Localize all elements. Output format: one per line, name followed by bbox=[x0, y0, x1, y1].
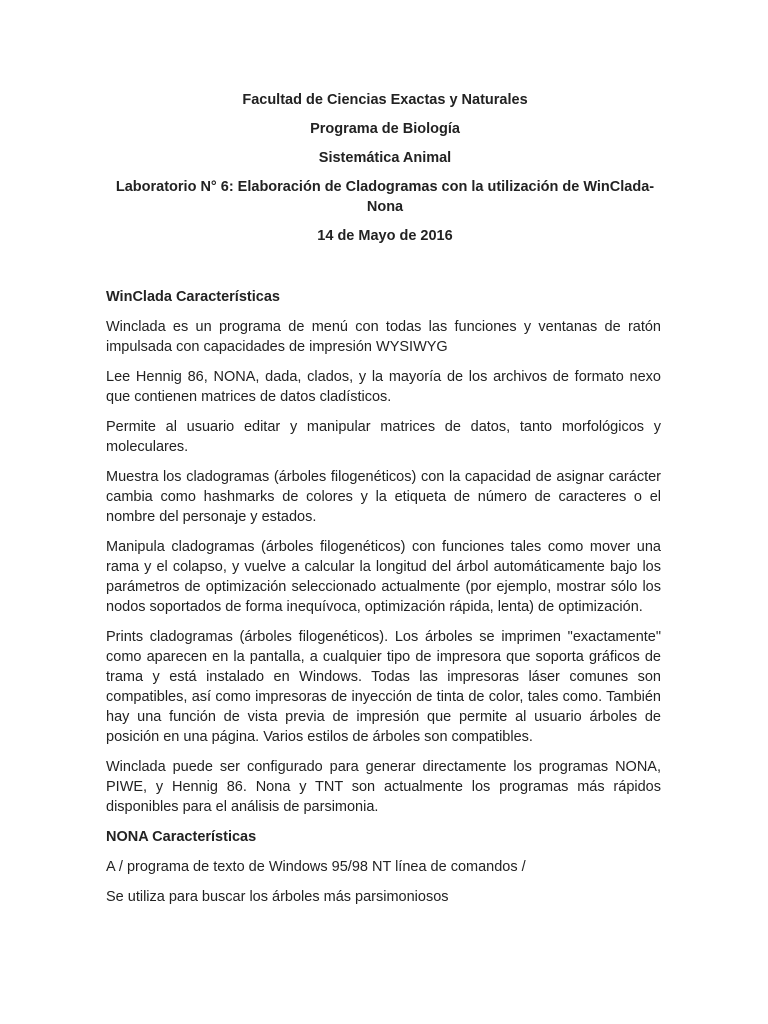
winclada-paragraph: Muestra los cladogramas (árboles filogenéticos) con la capacidad de asignar carácter cambia como hashmarks de colores y la etiqueta de número de caracteres o el nombre del personaje y estados. bbox=[106, 469, 661, 525]
winclada-paragraph: Winclada puede ser configurado para generar directamente los programas NONA, PIWE, y Hennig 86. Nona y TNT son actualmente los programas más rápidos disponibles para el análisis de parsimonia. bbox=[106, 759, 661, 815]
faculty-title: Facultad de Ciencias Exactas y Naturales bbox=[242, 92, 528, 108]
document-header bbox=[110, 90, 660, 255]
program-title: Programa de Biología bbox=[310, 121, 460, 137]
winclada-paragraph: Permite al usuario editar y manipular matrices de datos, tanto morfológicos y moleculares. bbox=[106, 419, 661, 455]
document-date: 14 de Mayo de 2016 bbox=[317, 228, 453, 244]
winclada-paragraph: Lee Hennig 86, NONA, dada, clados, y la mayoría de los archivos de formato nexo que contienen matrices de datos cladísticos. bbox=[106, 369, 661, 405]
winclada-paragraph: Winclada es un programa de menú con todas las funciones y ventanas de ratón impulsada con capacidades de impresión WYSIWYG bbox=[106, 319, 661, 355]
winclada-paragraph: Manipula cladogramas (árboles filogenéticos) con funciones tales como mover una rama y el colapso, y vuelve a calcular la longitud del árbol automáticamente bajo los parámetros de optimización seleccionado actualmente (por ejemplo, mostrar sólo los nodos soportados de forma inequívoca, optimización rápida, lenta) de optimización. bbox=[106, 539, 661, 615]
nona-heading: NONA Características bbox=[106, 829, 257, 845]
course-title: Sistemática Animal bbox=[318, 150, 452, 166]
nona-paragraph: A / programa de texto de Windows 95/98 NT línea de comandos / bbox=[106, 859, 526, 875]
document-body bbox=[106, 287, 661, 917]
lab-title: Laboratorio N° 6: Elaboración de Cladogramas con la utilización de WinClada-Nona bbox=[115, 179, 655, 215]
winclada-paragraph: Prints cladogramas (árboles filogenéticos). Los árboles se imprimen "exactamente" como aparecen en la pantalla, a cualquier tipo de impresora que soporta gráficos de trama y está instalado en Windows. Todas las impresoras láser comunes son compatibles, así como impresoras de inyección de tinta de color, tales como. También hay una función de vista previa de impresión que permite al usuario árboles de posición en una página. Varios estilos de árboles son compatibles. bbox=[106, 629, 661, 745]
winclada-heading: WinClada Características bbox=[106, 289, 280, 305]
nona-paragraph: Se utiliza para buscar los árboles más parsimoniosos bbox=[106, 889, 449, 905]
